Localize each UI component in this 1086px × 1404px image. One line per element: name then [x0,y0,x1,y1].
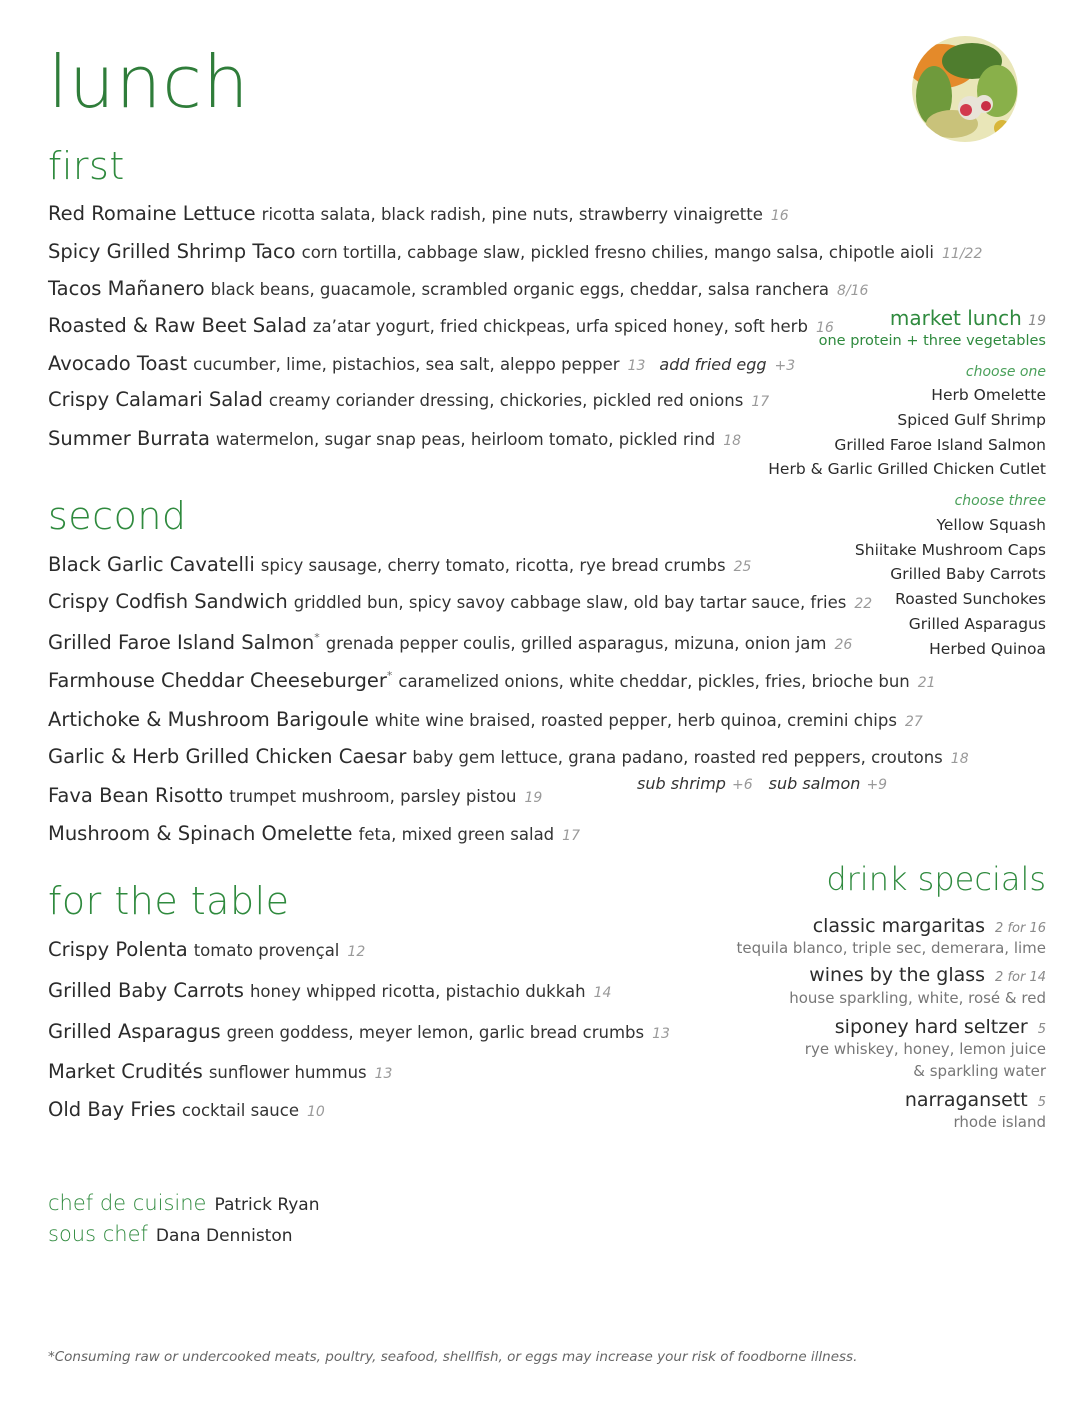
section-heading-second: second [48,494,187,538]
chef-name: Patrick Ryan [214,1195,320,1215]
market-lunch-price: 19 [1028,313,1046,329]
item-name: Crispy Codfish Sandwich [48,590,288,613]
item-name: Old Bay Fries [48,1098,176,1121]
drink-item [905,1089,1046,1111]
item-price: 12 [347,944,366,960]
drink-price: 2 for 16 [995,921,1046,936]
sous-chef-credit [48,1222,293,1246]
item-price: 18 [723,433,742,449]
drink-desc: tequila blanco, triple sec, demerara, lime [736,939,1046,957]
item-price: 8/16 [837,283,869,299]
item-price: 14 [593,985,612,1001]
item-addon: add fried egg [659,355,767,374]
sub-salmon-price: +9 [866,777,888,793]
item-price: 18 [950,751,969,767]
item-addon-price: +3 [774,358,796,374]
item-desc: white wine braised, roasted pepper, herb quinoa, cremini chips [374,711,897,730]
drink-name: siponey hard seltzer [834,1016,1028,1038]
drink-item [809,964,1046,986]
section-heading-table: for the table [48,879,290,923]
menu-item [48,1020,670,1043]
drink-item [813,915,1046,937]
item-price: 17 [562,828,580,844]
menu-item [48,1098,325,1121]
item-name: Crispy Polenta [48,938,188,961]
menu-item [48,202,789,225]
item-name: Black Garlic Cavatelli [48,553,255,576]
section-heading-first: first [48,144,125,188]
item-desc: watermelon, sugar snap peas, heirloom tomato, pickled rind [215,430,716,449]
vegetable-option: Yellow Squash [936,516,1046,534]
menu-item [48,590,872,613]
item-price: 16 [815,320,834,336]
protein-option: Herb Omelette [931,386,1046,404]
drink-price: 5 [1037,1095,1046,1110]
item-desc: caramelized onions, white cheddar, pickles, fries, brioche bun [398,672,910,691]
market-lunch-subtitle: one protein + three vegetables [818,333,1046,349]
vegetable-option: Shiitake Mushroom Caps [854,541,1046,559]
drink-price: 5 [1037,1022,1046,1037]
drink-name: classic margaritas [812,915,986,937]
menu-item [48,669,936,692]
item-price: 16 [770,208,789,224]
protein-substitutions [637,774,903,793]
protein-option: Spiced Gulf Shrimp [897,411,1046,429]
menu-item [48,277,868,300]
item-desc: corn tortilla, cabbage slaw, pickled fresno chilies, mango salsa, chipotle aioli [301,243,935,262]
choose-three-label: choose three [954,493,1046,509]
protein-option: Grilled Faroe Island Salmon [834,436,1046,454]
item-desc: tomato provençal [193,941,340,960]
item-desc: ricotta salata, black radish, pine nuts, strawberry vinaigrette [261,205,763,224]
item-desc: za’atar yogurt, fried chickpeas, urfa spiced honey, soft herb [312,317,808,336]
item-desc: green goddess, meyer lemon, garlic bread crumbs [226,1023,645,1042]
item-name: Spicy Grilled Shrimp Taco [48,240,296,263]
item-price: 13 [627,358,646,374]
sub-salmon-label: sub salmon [768,774,861,793]
chef-credit [48,1191,319,1215]
item-name: Red Romaine Lettuce [48,202,256,225]
section-heading-drinks: drink specials [826,860,1046,898]
vegetable-option: Herbed Quinoa [929,640,1046,658]
drink-price: 2 for 14 [995,970,1046,985]
item-name: Grilled Faroe Island Salmon [48,631,315,654]
menu-item [48,240,982,263]
item-price: 26 [834,637,853,653]
menu-item [48,822,580,845]
item-name: Grilled Asparagus [48,1020,221,1043]
vegetable-option: Grilled Baby Carrots [890,565,1046,583]
menu-item [48,631,852,654]
item-desc: black beans, guacamole, scrambled organic eggs, cheddar, salsa ranchera [210,280,830,299]
choose-one-label: choose one [965,364,1046,380]
menu-item [48,708,923,731]
item-desc: sunflower hummus [208,1063,367,1082]
menu-item [48,553,751,576]
item-price: 25 [733,559,752,575]
item-price: 17 [751,394,770,410]
menu-item [48,784,542,807]
item-price: 22 [854,596,873,612]
market-lunch-title: market lunch [889,306,1022,330]
protein-option: Herb & Garlic Grilled Chicken Cutlet [768,460,1046,478]
item-price: 11/22 [942,246,983,262]
item-desc: feta, mixed green salad [358,825,555,844]
page-title: lunch [48,40,250,124]
item-price: 10 [307,1104,325,1120]
item-name: Avocado Toast [48,352,188,375]
item-name: Farmhouse Cheddar Cheeseburger [48,669,387,692]
vegetable-option: Roasted Sunchokes [895,590,1046,608]
item-desc: creamy coriander dressing, chickories, pickled red onions [268,391,744,410]
item-price: 13 [652,1026,670,1042]
market-lunch-heading [890,306,1046,330]
item-asterisk: * [314,631,320,644]
menu-item [48,1060,392,1083]
menu-item [48,745,969,768]
item-desc: grenada pepper coulis, grilled asparagus, mizuna, onion jam [325,634,827,653]
item-name: Summer Burrata [48,427,210,450]
item-name: Crispy Calamari Salad [48,388,263,411]
drink-desc-continued: & sparkling water [913,1062,1046,1080]
drink-name: wines by the glass [809,964,986,986]
item-asterisk: * [386,669,393,682]
sub-shrimp-price: +6 [731,777,753,793]
sous-name: Dana Denniston [155,1226,293,1246]
item-desc: griddled bun, spicy savoy cabbage slaw, old bay tartar sauce, fries [293,593,847,612]
vegetable-option: Grilled Asparagus [908,615,1046,633]
item-name: Market Crudités [48,1060,203,1083]
sub-shrimp-label: sub shrimp [637,774,726,793]
menu-item [48,938,365,961]
chef-role: chef de cuisine [48,1191,207,1215]
drink-item [835,1016,1046,1038]
item-price: 19 [524,790,543,806]
item-name: Mushroom & Spinach Omelette [48,822,353,845]
drink-name: narragansett [904,1089,1028,1111]
health-disclaimer: *Consuming raw or undercooked meats, poultry, seafood, shellfish, or eggs may increase your risk of foodborne illness. [48,1349,858,1365]
drink-desc: rhode island [953,1113,1046,1131]
drink-desc: house sparkling, white, rosé & red [789,989,1046,1007]
item-price: 27 [904,714,923,730]
item-desc: spicy sausage, cherry tomato, ricotta, rye bread crumbs [260,556,726,575]
item-name: Grilled Baby Carrots [48,979,244,1002]
item-desc: baby gem lettuce, grana padano, roasted red peppers, croutons [412,748,943,767]
vegetable-watercolor-icon [912,36,1018,142]
menu-item [48,388,769,411]
item-name: Fava Bean Risotto [48,784,224,807]
drink-desc: rye whiskey, honey, lemon juice [804,1040,1046,1058]
item-desc: trumpet mushroom, parsley pistou [229,787,517,806]
item-name: Tacos Mañanero [48,277,205,300]
menu-item [48,979,611,1002]
item-name: Garlic & Herb Grilled Chicken Caesar [48,745,407,768]
menu-item [48,314,834,337]
item-desc: cocktail sauce [181,1101,299,1120]
item-desc: honey whipped ricotta, pistachio dukkah [249,982,586,1001]
menu-item [48,427,741,450]
sous-role: sous chef [48,1222,148,1246]
item-name: Artichoke & Mushroom Barigoule [48,708,369,731]
item-desc: cucumber, lime, pistachios, sea salt, aleppo pepper [193,355,620,374]
menu-item [48,352,795,375]
item-price: 13 [374,1066,393,1082]
item-price: 21 [917,675,936,691]
item-name: Roasted & Raw Beet Salad [48,314,307,337]
